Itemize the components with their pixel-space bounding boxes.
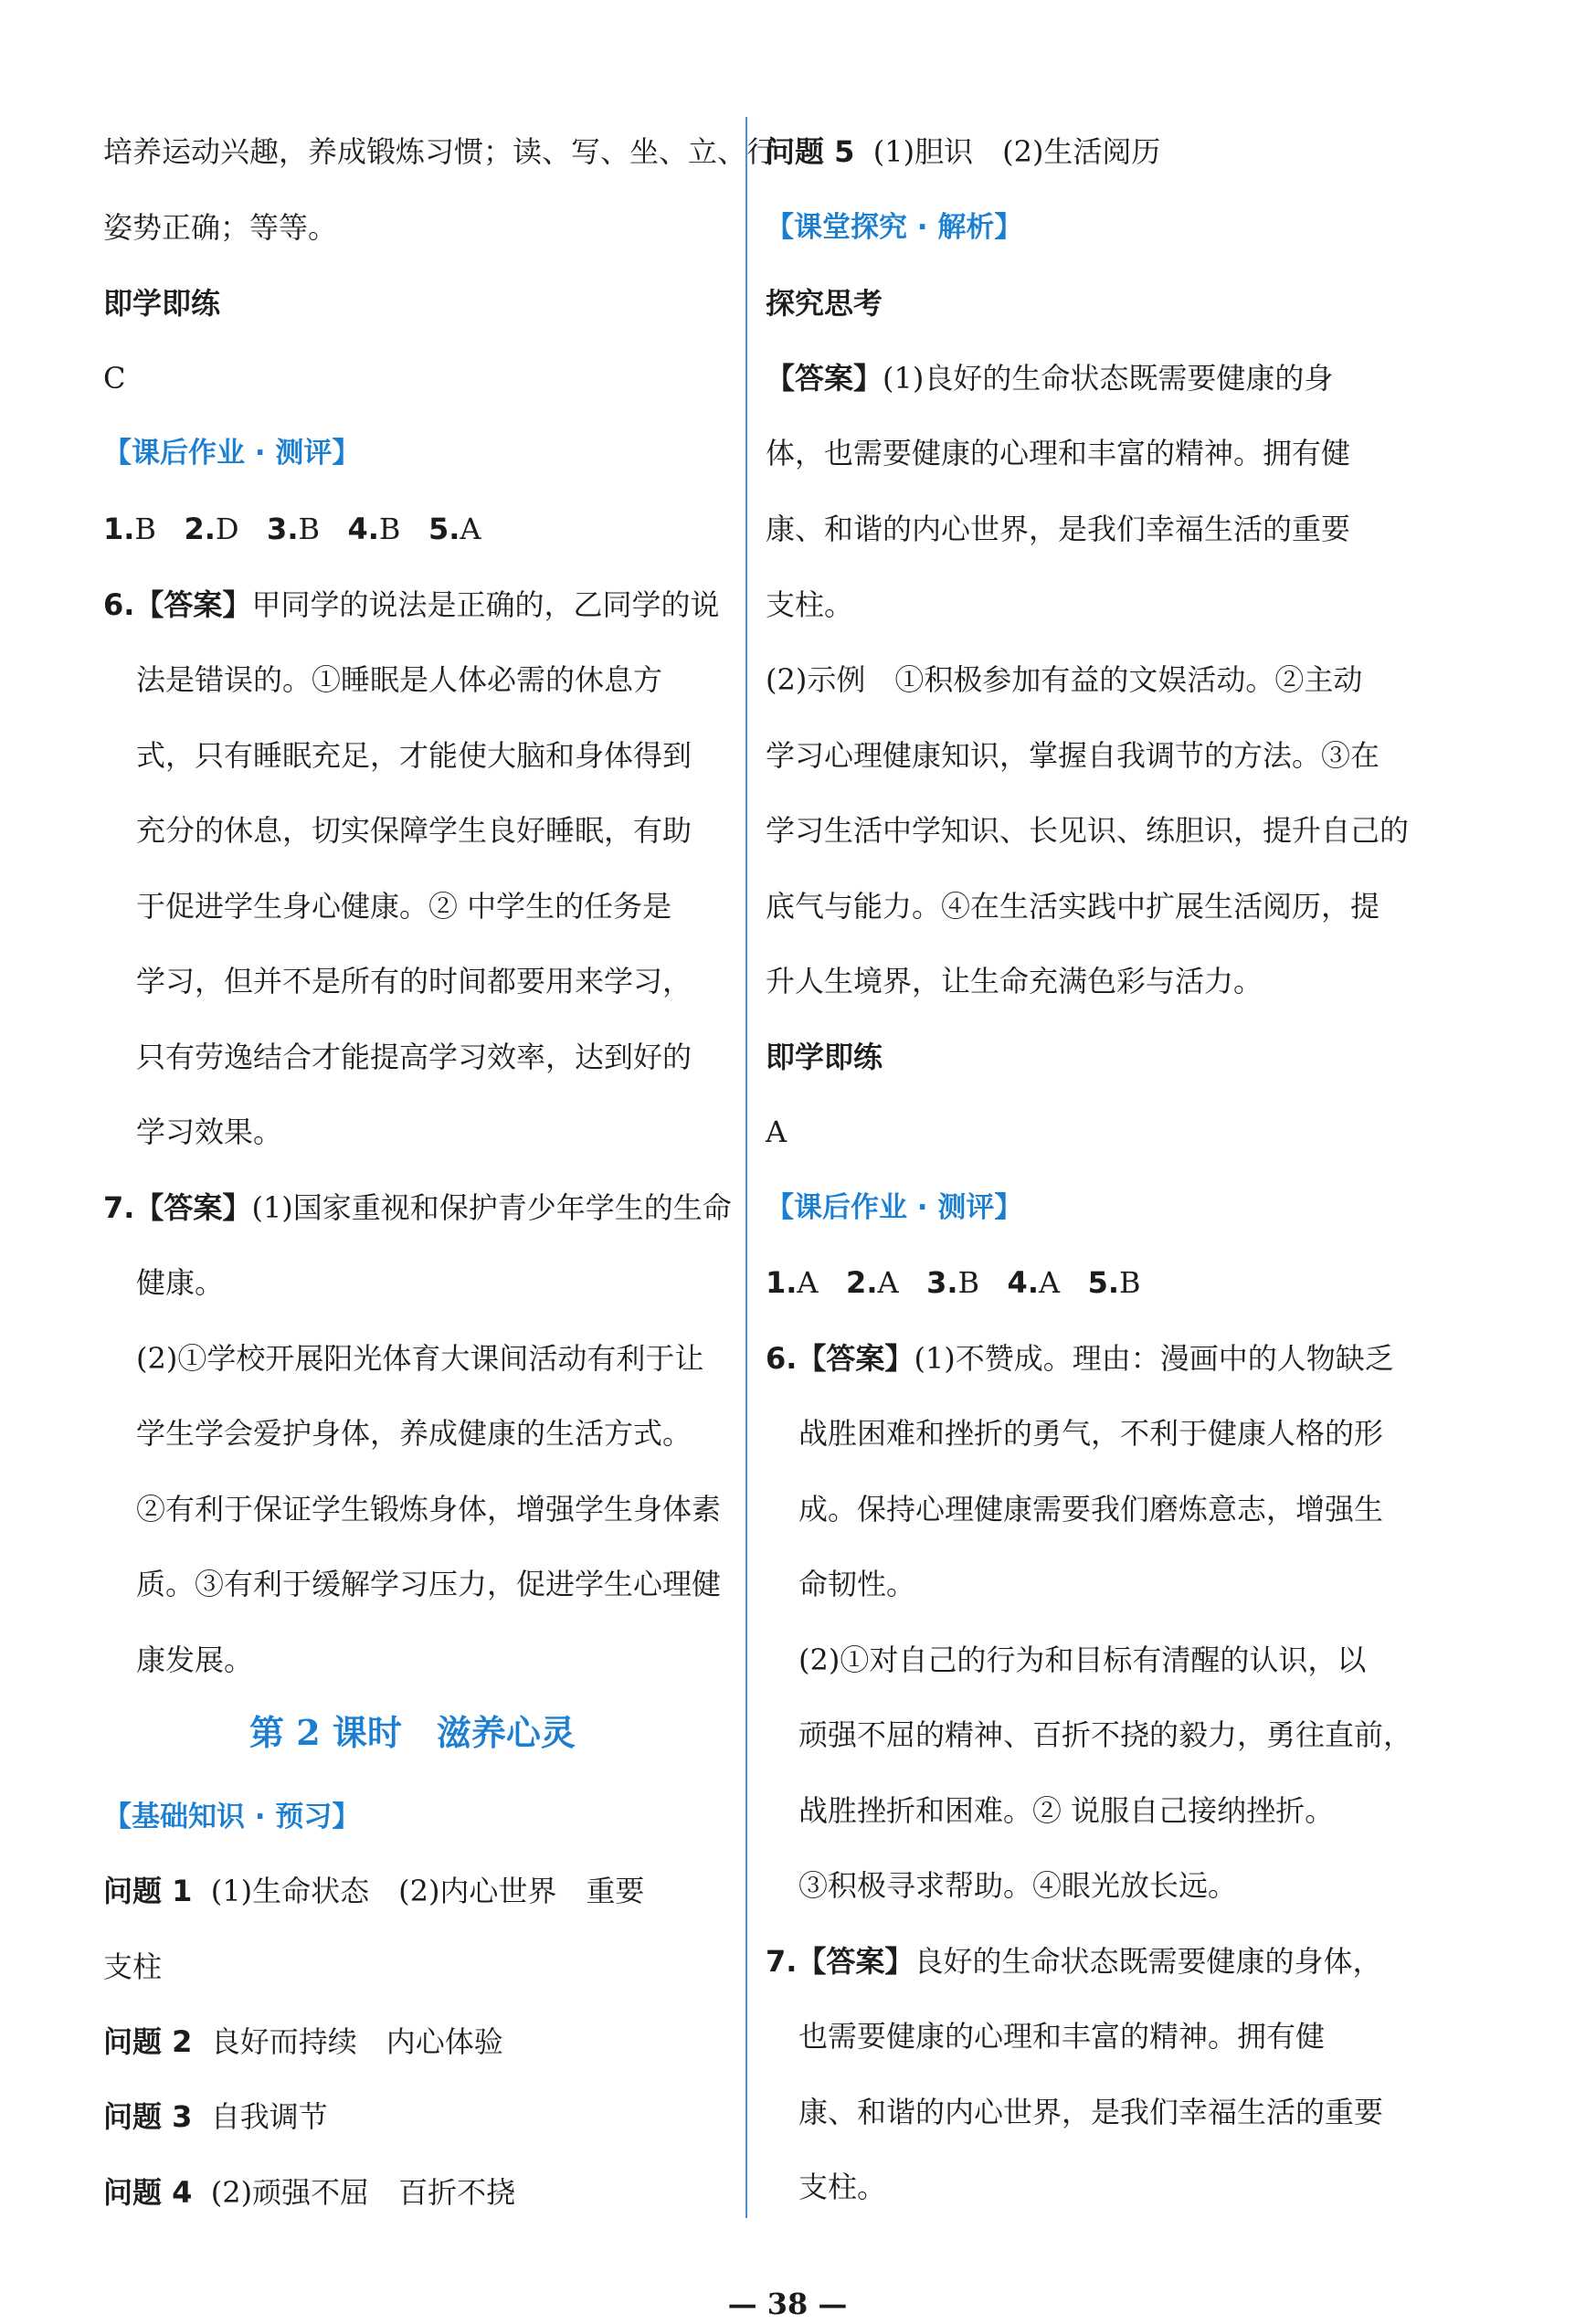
- text-line: 支柱: [103, 1949, 163, 1984]
- text-line: 只有劳逸结合才能提高学习效率，达到好的: [136, 1040, 692, 1074]
- text-line: 命韧性。: [798, 1567, 916, 1601]
- text-line: 支柱。: [798, 2170, 887, 2204]
- text-line: 式，只有睡眠充足，才能使大脑和身体得到: [136, 738, 692, 773]
- text-line: 学习生活中学知识、长见识、练胆识，提升自己的: [766, 813, 1410, 848]
- lesson-title: 第 2 课时 滋养心灵: [249, 1712, 576, 1753]
- subheading: 即学即练: [103, 286, 221, 321]
- section-header: 【课堂探究 · 解析】: [766, 211, 1023, 244]
- answer-text: A: [766, 1114, 788, 1149]
- section-header: 【基础知识 · 预习】: [103, 1801, 361, 1833]
- text-line: 学生学会爱护身体，养成健康的生活方式。: [136, 1416, 692, 1451]
- text-line: 康、和谐的内心世界，是我们幸福生活的重要: [766, 512, 1351, 546]
- section-header: 【课后作业 · 测评】: [766, 1191, 1023, 1224]
- text-line: 学习，但并不是所有的时间都要用来学习，: [136, 964, 692, 998]
- text-line: ③积极寻求帮助。④眼光放长远。: [798, 1868, 1238, 1903]
- answer-6: 6.【答案】甲同学的说法是正确的，乙同学的说: [103, 587, 720, 622]
- text-line: 支柱。: [766, 587, 854, 622]
- column-divider: [745, 117, 747, 2218]
- text-line: (2)①对自己的行为和目标有清醒的认识，以: [798, 1643, 1367, 1677]
- text-line: 健康。: [136, 1265, 225, 1300]
- question-2: 问题 2 良好而持续 内心体验: [103, 2024, 503, 2059]
- text-line: 战胜困难和挫折的勇气，不利于健康人格的形: [798, 1416, 1384, 1451]
- answer-text: C: [103, 361, 126, 396]
- answer-6: 6.【答案】(1)不赞成。理由：漫画中的人物缺乏: [766, 1341, 1394, 1376]
- subheading: 即学即练: [766, 1040, 883, 1074]
- text-line: 顽强不屈的精神、百折不挠的毅力，勇往直前，: [798, 1717, 1413, 1752]
- question-3: 问题 3 自我调节: [103, 2099, 328, 2134]
- mc-answers: 1.B 2.D 3.B 4.B 5.A: [103, 512, 481, 546]
- text-line: (2)①学校开展阳光体育大课间活动有利于让: [136, 1341, 704, 1376]
- text-line: 底气与能力。④在生活实践中扩展生活阅历，提: [766, 889, 1380, 924]
- text-line: 康发展。: [136, 1643, 254, 1677]
- text-line: 也需要健康的心理和丰富的精神。拥有健: [798, 2019, 1326, 2054]
- answer-explore: 【答案】(1)良好的生命状态既需要健康的身: [766, 361, 1334, 396]
- answer-7: 7.【答案】(1)国家重视和保护青少年学生的生命: [103, 1190, 732, 1225]
- text-line: 体，也需要健康的心理和丰富的精神。拥有健: [766, 436, 1351, 470]
- text-line: 战胜挫折和困难。② 说服自己接纳挫折。: [798, 1793, 1335, 1828]
- text-line: 姿势正确；等等。: [103, 210, 338, 245]
- text-line: 法是错误的。①睡眠是人体必需的休息方: [136, 662, 663, 697]
- mc-answers: 1.A 2.A 3.B 4.A 5.B: [766, 1265, 1141, 1300]
- section-header: 【课后作业 · 测评】: [103, 437, 361, 470]
- text-line: (2)示例 ①积极参加有益的文娱活动。②主动: [766, 662, 1363, 697]
- text-line: 学习效果。: [136, 1114, 283, 1149]
- text-line: ②有利于保证学生锻炼身体，增强学生身体素: [136, 1492, 722, 1526]
- question-1: 问题 1 (1)生命状态 (2)内心世界 重要: [103, 1874, 645, 1908]
- subheading: 探究思考: [766, 286, 883, 321]
- text-line: 学习心理健康知识，掌握自我调节的方法。③在: [766, 738, 1380, 773]
- answer-7: 7.【答案】良好的生命状态既需要健康的身体，: [766, 1944, 1382, 1979]
- text-line: 于促进学生身心健康。② 中学生的任务是: [136, 889, 672, 924]
- text-line: 培养运动兴趣，养成锻炼习惯；读、写、坐、立、行: [103, 134, 777, 169]
- text-line: 康、和谐的内心世界，是我们幸福生活的重要: [798, 2095, 1384, 2129]
- question-5: 问题 5 (1)胆识 (2)生活阅历: [766, 134, 1161, 169]
- question-4: 问题 4 (2)顽强不屈 百折不挠: [103, 2175, 516, 2210]
- page-number: — 38 —: [727, 2287, 848, 2321]
- text-line: 成。保持心理健康需要我们磨炼意志，增强生: [798, 1492, 1384, 1526]
- text-line: 充分的休息，切实保障学生良好睡眠，有助: [136, 813, 692, 848]
- text-line: 质。③有利于缓解学习压力，促进学生心理健: [136, 1567, 722, 1601]
- text-line: 升人生境界，让生命充满色彩与活力。: [766, 964, 1263, 998]
